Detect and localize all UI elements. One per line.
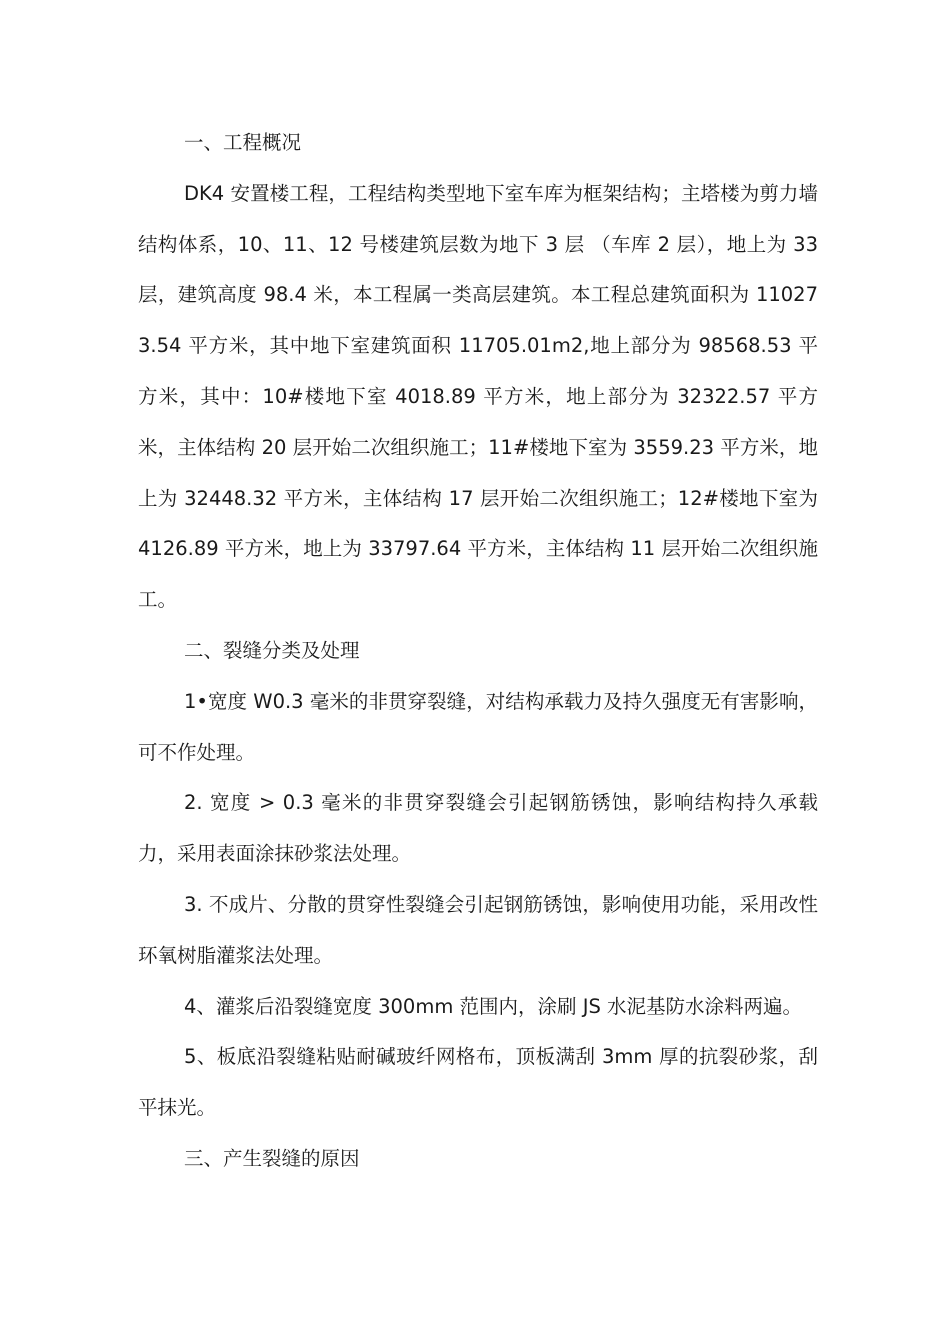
section-heading-crack-classification: 二、裂缝分类及处理 <box>184 638 360 662</box>
crack-item-3: 3. 不成片、分散的贯穿性裂缝会引起钢筋锈蚀，影响使用功能，采用改性环氧树脂灌浆法处理。 <box>138 892 818 967</box>
overview-paragraph: DK4 安置楼工程，工程结构类型地下室车库为框架结构；主塔楼为剪力墙结构体系，10、11、12 号楼建筑层数为地下 3 层 （车库 2 层），地上为 33 层，建筑高度 98.4 米，本工程属一类高层建筑。本工程总建筑面积为 110273.54 平方米，其中地下室建筑面积 11705.01m2,地上部分为 98568.53 平方米，其中：10#楼地下室 4018.89 平方米，地上部分为 32322.57 平方米，主体结构 20 层开始二次组织施工；11#楼地下室为 3559.23 平方米，地上为 32448.32 平方米，主体结构 17 层开始二次组织施工；12#楼地下室为 4126.89 平方米，地上为 33797.64 平方米，主体结构 11 层开始二次组织施工。 <box>138 181 818 612</box>
crack-item-4: 4、灌浆后沿裂缝宽度 300mm 范围内，涂刷 JS 水泥基防水涂料两遍。 <box>184 994 803 1018</box>
section-heading-overview: 一、工程概况 <box>184 131 302 154</box>
section-heading-crack-causes: 三、产生裂缝的原因 <box>184 1146 360 1170</box>
crack-item-5: 5、板底沿裂缝粘贴耐碱玻纤网格布，顶板满刮 3mm 厚的抗裂砂浆，刮平抹光。 <box>138 1045 818 1120</box>
crack-item-1: 1•宽度 W0.3 毫米的非贯穿裂缝，对结构承载力及持久强度无有害影响，可不作处理。 <box>138 689 818 764</box>
crack-item-2: 2. 宽度 > 0.3 毫米的非贯穿裂缝会引起钢筋锈蚀，影响结构持久承载力，采用表面涂抹砂浆法处理。 <box>138 791 818 866</box>
document-body <box>138 118 818 1185</box>
